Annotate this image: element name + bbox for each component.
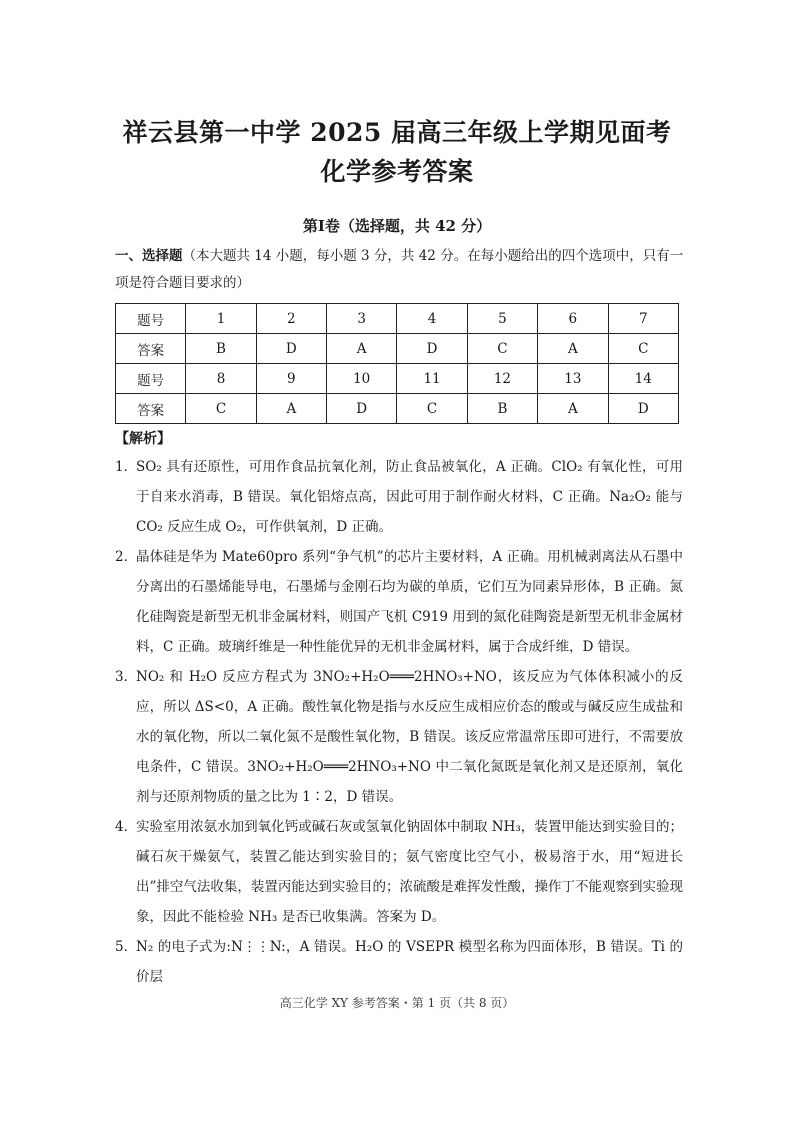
item-number: 5． — [115, 939, 138, 955]
item-text: NO₂ 和 H₂O 反应方程式为 3NO₂+H₂O═══2HNO₃+NO，该反应为气体体积减小的反应，所以 ΔS<0，A 正确。酸性氧化物是指与水反应生成相应价态的酸或与碱反应生成盐和水的氧化物，所以二氧化氮不是酸性氧化物，B 错误。该反应常温常压即可进行，不需要放电条件，C 错误。3NO₂+H₂O═══2HNO₃+NO 中二氧化氮既是氧化剂又是还原剂，氧化剂与还原剂物质的量之比为 1∶2，D 错误。 — [136, 669, 683, 805]
answer-table — [115, 303, 679, 424]
item-text: 实验室用浓氨水加到氧化钙或碱石灰或氢氧化钠固体中制取 NH₃，装置甲能达到实验目的；碱石灰干燥氨气，装置乙能达到实验目的；氨气密度比空气小，极易溶于水，用“短进长出”排空气法收集，装置丙能达到实验目的；浓硫酸是难挥发性酸，操作丁不能观察到实验现象，因此不能检验 NH₃ 是否已收集满。答案为 D。 — [136, 819, 683, 925]
table-row — [116, 394, 679, 424]
row-header-cell: 答案 — [116, 394, 186, 424]
table-cell: 6 — [538, 304, 608, 334]
page-footer: 高三化学 XY 参考答案・第 1 页（共 8 页） — [279, 996, 515, 1010]
table-cell: D — [608, 394, 678, 424]
table-cell: A — [538, 334, 608, 364]
table-cell: A — [326, 334, 396, 364]
item-number: 2． — [115, 549, 138, 565]
table-cell: D — [326, 394, 396, 424]
item-text: 晶体硅是华为 Mate60pro 系列“争气机”的芯片主要材料，A 正确。用机械剥离法从石墨中分离出的石墨烯能导电，石墨烯与金刚石均为碳的单质，它们互为同素异形体，B 正确。氮化硅陶瓷是新型无机非金属材料，则国产飞机 C919 用到的氮化硅陶瓷是新型无机非金属材料，C 正确。玻璃纤维是一种性能优异的无机非金属材料，属于合成纤维，D 错误。 — [136, 549, 683, 655]
item-number: 1． — [115, 459, 138, 475]
row-header-cell: 题号 — [116, 364, 186, 394]
analysis-item — [115, 452, 683, 542]
table-cell: 12 — [467, 364, 537, 394]
table-row — [116, 334, 679, 364]
table-cell: A — [538, 394, 608, 424]
table-cell: C — [186, 394, 256, 424]
analysis-item — [115, 542, 683, 662]
table-cell: 4 — [397, 304, 467, 334]
row-header-cell: 答案 — [116, 334, 186, 364]
table-cell: 2 — [256, 304, 326, 334]
table-row — [116, 304, 679, 334]
row-header-cell: 题号 — [116, 304, 186, 334]
item-text: N₂ 的电子式为:N⋮⋮N:，A 错误。H₂O 的 VSEPR 模型名称为四面体形，B 错误。Ti 的价层 — [136, 939, 683, 985]
instruction-text: （本大题共 14 小题，每小题 3 分，共 42 分。在每小题给出的四个选项中，只有一项是符合题目要求的） — [115, 248, 684, 291]
table-cell: A — [256, 394, 326, 424]
table-cell: B — [186, 334, 256, 364]
instruction-heading: 一、选择题 — [115, 248, 183, 264]
table-cell: 7 — [608, 304, 678, 334]
table-cell: 14 — [608, 364, 678, 394]
table-cell: 3 — [326, 304, 396, 334]
document-title: 祥云县第一中学 2025 届高三年级上学期见面考 — [122, 118, 672, 147]
table-cell: B — [467, 394, 537, 424]
table-row — [116, 364, 679, 394]
table-cell: C — [397, 394, 467, 424]
table-cell: 5 — [467, 304, 537, 334]
table-cell: C — [467, 334, 537, 364]
analysis-list — [115, 452, 683, 992]
item-text: SO₂ 具有还原性，可用作食品抗氧化剂，防止食品被氧化，A 正确。ClO₂ 有氧化性，可用于自来水消毒，B 错误。氧化铝熔点高，因此可用于制作耐火材料，C 正确。Na₂O₂ 能与 CO₂ 反应生成 O₂，可作供氧剂，D 正确。 — [136, 459, 683, 535]
analysis-item — [115, 812, 683, 932]
table-cell: 11 — [397, 364, 467, 394]
table-cell: 10 — [326, 364, 396, 394]
table-cell: 1 — [186, 304, 256, 334]
table-cell: 9 — [256, 364, 326, 394]
analysis-item — [115, 932, 683, 992]
item-number: 4． — [115, 819, 138, 835]
item-number: 3． — [115, 669, 138, 685]
table-cell: D — [256, 334, 326, 364]
analysis-item — [115, 662, 683, 812]
table-cell: 13 — [538, 364, 608, 394]
section-title: 第Ⅰ卷（选择题，共 42 分） — [302, 217, 492, 235]
instructions — [115, 243, 685, 297]
table-cell: 8 — [186, 364, 256, 394]
table-cell: D — [397, 334, 467, 364]
analysis-heading: 【解析】 — [115, 431, 171, 447]
table-cell: C — [608, 334, 678, 364]
document-subtitle: 化学参考答案 — [320, 157, 474, 186]
